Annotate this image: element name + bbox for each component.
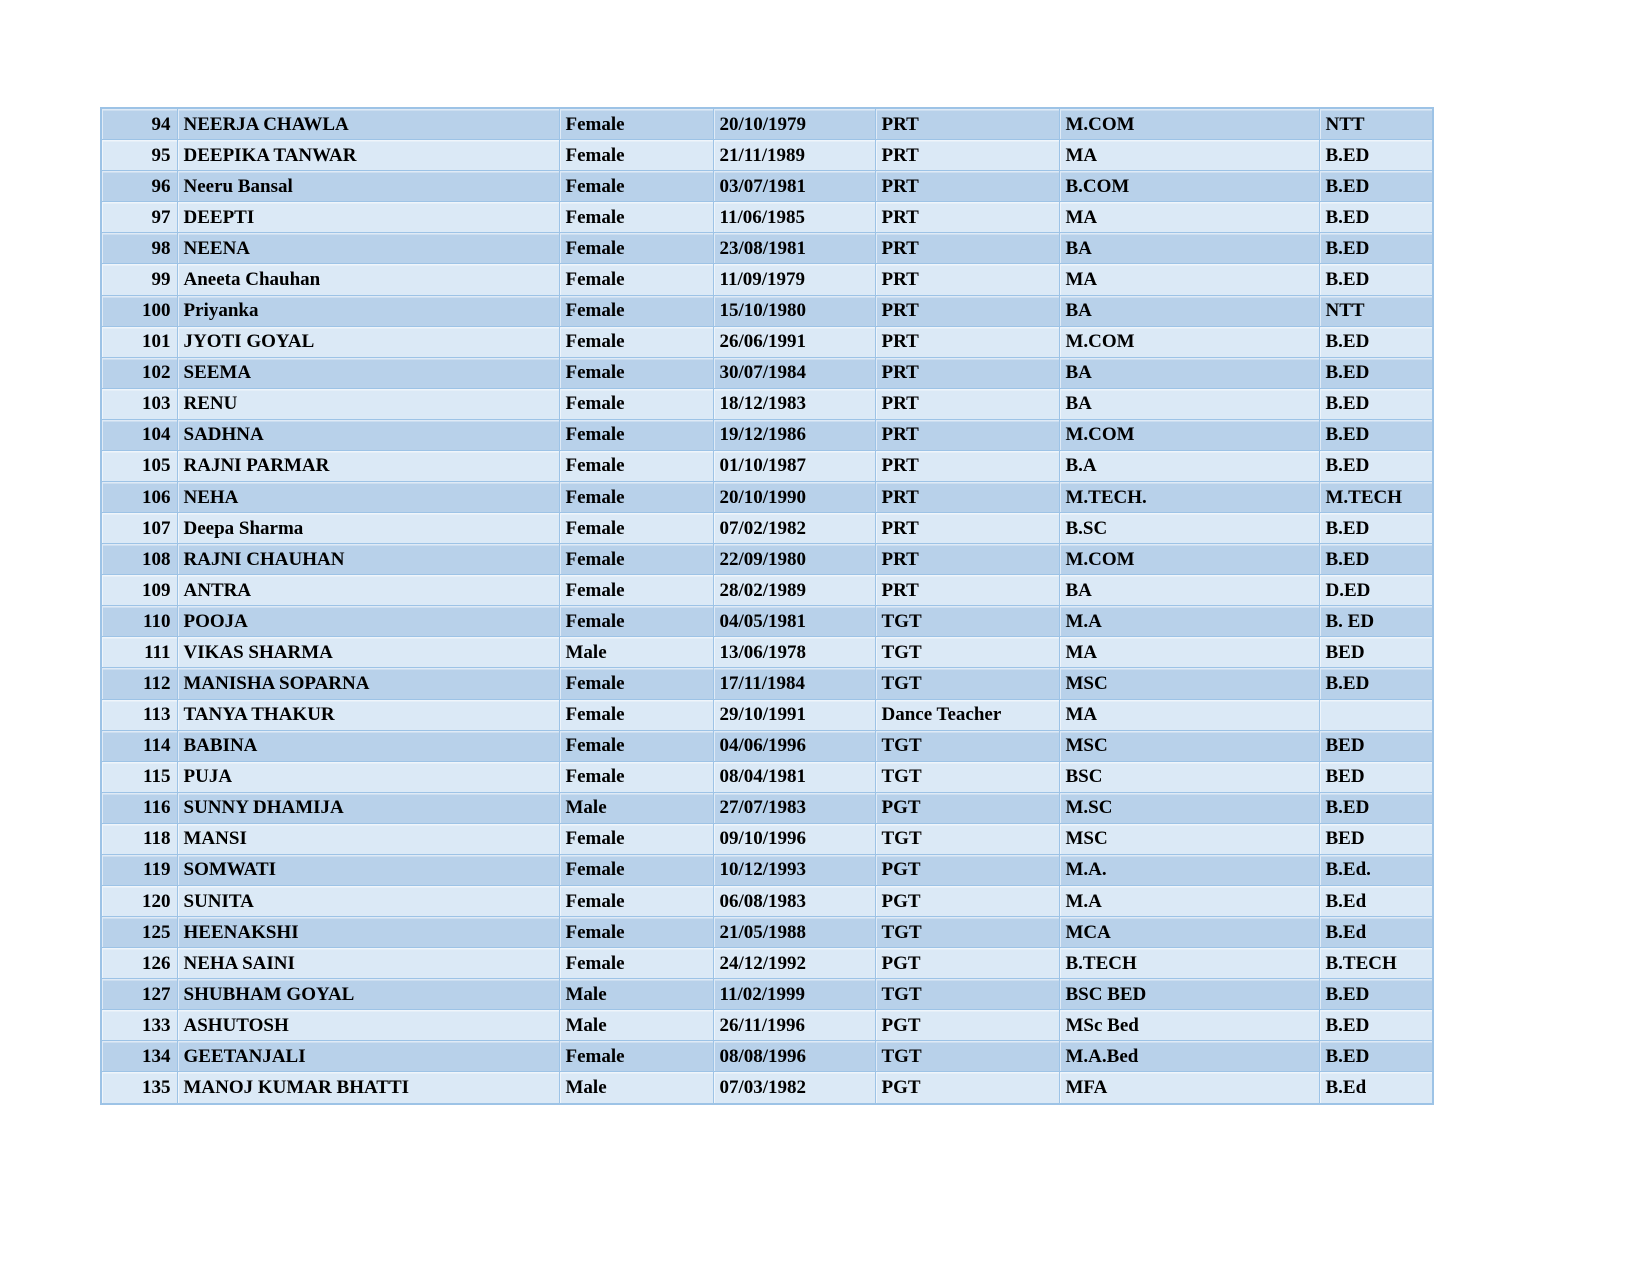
gender-cell: Female — [559, 450, 713, 481]
row-number-cell: 134 — [101, 1041, 177, 1072]
date-of-birth-cell: 20/10/1990 — [713, 481, 875, 512]
professional-qualification-cell: B.ED — [1319, 233, 1433, 264]
gender-cell: Male — [559, 637, 713, 668]
row-number-cell: 133 — [101, 1010, 177, 1041]
name-cell: RAJNI PARMAR — [177, 450, 559, 481]
name-cell: NEHA — [177, 481, 559, 512]
date-of-birth-cell: 15/10/1980 — [713, 295, 875, 326]
professional-qualification-cell: B.ED — [1319, 979, 1433, 1010]
date-of-birth-cell: 26/11/1996 — [713, 1010, 875, 1041]
name-cell: SUNITA — [177, 885, 559, 916]
name-cell: Deepa Sharma — [177, 513, 559, 544]
gender-cell: Female — [559, 233, 713, 264]
professional-qualification-cell: B.ED — [1319, 357, 1433, 388]
table-row — [101, 295, 1433, 326]
qualification-cell: MSc Bed — [1059, 1010, 1319, 1041]
table-row — [101, 450, 1433, 481]
gender-cell: Female — [559, 1041, 713, 1072]
designation-cell: PRT — [875, 171, 1059, 202]
gender-cell: Male — [559, 979, 713, 1010]
qualification-cell: MA — [1059, 264, 1319, 295]
designation-cell: PRT — [875, 388, 1059, 419]
qualification-cell: B.A — [1059, 450, 1319, 481]
date-of-birth-cell: 17/11/1984 — [713, 668, 875, 699]
row-number-cell: 100 — [101, 295, 177, 326]
gender-cell: Female — [559, 108, 713, 140]
name-cell: ANTRA — [177, 575, 559, 606]
designation-cell: PGT — [875, 1072, 1059, 1104]
gender-cell: Female — [559, 823, 713, 854]
table-row — [101, 481, 1433, 512]
name-cell: DEEPIKA TANWAR — [177, 140, 559, 171]
qualification-cell: BSC — [1059, 761, 1319, 792]
date-of-birth-cell: 19/12/1986 — [713, 419, 875, 450]
table-row — [101, 140, 1433, 171]
qualification-cell: MSC — [1059, 823, 1319, 854]
gender-cell: Female — [559, 885, 713, 916]
name-cell: MANOJ KUMAR BHATTI — [177, 1072, 559, 1104]
professional-qualification-cell: B.ED — [1319, 544, 1433, 575]
row-number-cell: 104 — [101, 419, 177, 450]
name-cell: GEETANJALI — [177, 1041, 559, 1072]
row-number-cell: 126 — [101, 948, 177, 979]
gender-cell: Female — [559, 513, 713, 544]
designation-cell: TGT — [875, 637, 1059, 668]
gender-cell: Female — [559, 264, 713, 295]
professional-qualification-cell: B.ED — [1319, 140, 1433, 171]
row-number-cell: 107 — [101, 513, 177, 544]
date-of-birth-cell: 09/10/1996 — [713, 823, 875, 854]
professional-qualification-cell: NTT — [1319, 108, 1433, 140]
gender-cell: Female — [559, 140, 713, 171]
row-number-cell: 118 — [101, 823, 177, 854]
table-row — [101, 326, 1433, 357]
table-row — [101, 202, 1433, 233]
date-of-birth-cell: 29/10/1991 — [713, 699, 875, 730]
row-number-cell: 96 — [101, 171, 177, 202]
qualification-cell: BA — [1059, 388, 1319, 419]
gender-cell: Female — [559, 171, 713, 202]
date-of-birth-cell: 23/08/1981 — [713, 233, 875, 264]
gender-cell: Female — [559, 481, 713, 512]
designation-cell: PRT — [875, 357, 1059, 388]
professional-qualification-cell: D.ED — [1319, 575, 1433, 606]
row-number-cell: 114 — [101, 730, 177, 761]
qualification-cell: MFA — [1059, 1072, 1319, 1104]
date-of-birth-cell: 22/09/1980 — [713, 544, 875, 575]
date-of-birth-cell: 04/05/1981 — [713, 606, 875, 637]
table-row — [101, 1041, 1433, 1072]
table-row — [101, 513, 1433, 544]
row-number-cell: 102 — [101, 357, 177, 388]
row-number-cell: 108 — [101, 544, 177, 575]
designation-cell: TGT — [875, 606, 1059, 637]
row-number-cell: 135 — [101, 1072, 177, 1104]
table-body — [101, 108, 1433, 1104]
professional-qualification-cell: BED — [1319, 637, 1433, 668]
designation-cell: TGT — [875, 730, 1059, 761]
professional-qualification-cell: NTT — [1319, 295, 1433, 326]
gender-cell: Female — [559, 544, 713, 575]
qualification-cell: M.A.Bed — [1059, 1041, 1319, 1072]
name-cell: NEERJA CHAWLA — [177, 108, 559, 140]
designation-cell: PRT — [875, 233, 1059, 264]
row-number-cell: 101 — [101, 326, 177, 357]
table-row — [101, 419, 1433, 450]
name-cell: RAJNI CHAUHAN — [177, 544, 559, 575]
row-number-cell: 99 — [101, 264, 177, 295]
name-cell: HEENAKSHI — [177, 917, 559, 948]
gender-cell: Female — [559, 668, 713, 699]
table-row — [101, 668, 1433, 699]
professional-qualification-cell: B.ED — [1319, 202, 1433, 233]
name-cell: SUNNY DHAMIJA — [177, 792, 559, 823]
qualification-cell: M.A — [1059, 606, 1319, 637]
date-of-birth-cell: 11/06/1985 — [713, 202, 875, 233]
qualification-cell: MA — [1059, 140, 1319, 171]
name-cell: Aneeta Chauhan — [177, 264, 559, 295]
designation-cell: PRT — [875, 326, 1059, 357]
professional-qualification-cell: B.ED — [1319, 326, 1433, 357]
designation-cell: PRT — [875, 202, 1059, 233]
qualification-cell: BA — [1059, 575, 1319, 606]
professional-qualification-cell: B.ED — [1319, 792, 1433, 823]
gender-cell: Female — [559, 388, 713, 419]
date-of-birth-cell: 26/06/1991 — [713, 326, 875, 357]
qualification-cell: M.COM — [1059, 419, 1319, 450]
table-row — [101, 357, 1433, 388]
designation-cell: TGT — [875, 979, 1059, 1010]
name-cell: VIKAS SHARMA — [177, 637, 559, 668]
gender-cell: Female — [559, 326, 713, 357]
date-of-birth-cell: 08/04/1981 — [713, 761, 875, 792]
qualification-cell: MCA — [1059, 917, 1319, 948]
date-of-birth-cell: 27/07/1983 — [713, 792, 875, 823]
qualification-cell: MSC — [1059, 730, 1319, 761]
qualification-cell: M.SC — [1059, 792, 1319, 823]
name-cell: SOMWATI — [177, 854, 559, 885]
date-of-birth-cell: 24/12/1992 — [713, 948, 875, 979]
date-of-birth-cell: 08/08/1996 — [713, 1041, 875, 1072]
professional-qualification-cell: B.Ed — [1319, 917, 1433, 948]
date-of-birth-cell: 21/11/1989 — [713, 140, 875, 171]
row-number-cell: 125 — [101, 917, 177, 948]
row-number-cell: 95 — [101, 140, 177, 171]
date-of-birth-cell: 11/09/1979 — [713, 264, 875, 295]
row-number-cell: 116 — [101, 792, 177, 823]
gender-cell: Female — [559, 917, 713, 948]
name-cell: MANISHA SOPARNA — [177, 668, 559, 699]
date-of-birth-cell: 20/10/1979 — [713, 108, 875, 140]
row-number-cell: 98 — [101, 233, 177, 264]
professional-qualification-cell: BED — [1319, 761, 1433, 792]
designation-cell: PRT — [875, 575, 1059, 606]
date-of-birth-cell: 06/08/1983 — [713, 885, 875, 916]
name-cell: MANSI — [177, 823, 559, 854]
designation-cell: PRT — [875, 108, 1059, 140]
gender-cell: Male — [559, 1010, 713, 1041]
row-number-cell: 115 — [101, 761, 177, 792]
name-cell: POOJA — [177, 606, 559, 637]
date-of-birth-cell: 21/05/1988 — [713, 917, 875, 948]
qualification-cell: M.A. — [1059, 854, 1319, 885]
row-number-cell: 110 — [101, 606, 177, 637]
designation-cell: PRT — [875, 264, 1059, 295]
table-row — [101, 885, 1433, 916]
gender-cell: Female — [559, 699, 713, 730]
designation-cell: Dance Teacher — [875, 699, 1059, 730]
qualification-cell: MSC — [1059, 668, 1319, 699]
row-number-cell: 111 — [101, 637, 177, 668]
table-row — [101, 730, 1433, 761]
date-of-birth-cell: 11/02/1999 — [713, 979, 875, 1010]
professional-qualification-cell: BED — [1319, 730, 1433, 761]
table-row — [101, 761, 1433, 792]
name-cell: TANYA THAKUR — [177, 699, 559, 730]
gender-cell: Male — [559, 792, 713, 823]
professional-qualification-cell: M.TECH — [1319, 481, 1433, 512]
designation-cell: PRT — [875, 450, 1059, 481]
professional-qualification-cell: B.ED — [1319, 388, 1433, 419]
qualification-cell: M.COM — [1059, 544, 1319, 575]
row-number-cell: 105 — [101, 450, 177, 481]
qualification-cell: MA — [1059, 202, 1319, 233]
designation-cell: PRT — [875, 544, 1059, 575]
table-row — [101, 699, 1433, 730]
gender-cell: Female — [559, 854, 713, 885]
professional-qualification-cell: B.ED — [1319, 171, 1433, 202]
row-number-cell: 106 — [101, 481, 177, 512]
designation-cell: PGT — [875, 1010, 1059, 1041]
gender-cell: Female — [559, 202, 713, 233]
gender-cell: Female — [559, 730, 713, 761]
qualification-cell: BA — [1059, 357, 1319, 388]
table-row — [101, 171, 1433, 202]
row-number-cell: 120 — [101, 885, 177, 916]
date-of-birth-cell: 03/07/1981 — [713, 171, 875, 202]
professional-qualification-cell: B.ED — [1319, 1041, 1433, 1072]
designation-cell: PRT — [875, 140, 1059, 171]
designation-cell: PRT — [875, 513, 1059, 544]
teacher-table — [100, 107, 1434, 1105]
row-number-cell: 113 — [101, 699, 177, 730]
designation-cell: PRT — [875, 295, 1059, 326]
row-number-cell: 103 — [101, 388, 177, 419]
date-of-birth-cell: 07/03/1982 — [713, 1072, 875, 1104]
qualification-cell: B.TECH — [1059, 948, 1319, 979]
qualification-cell: M.COM — [1059, 108, 1319, 140]
name-cell: NEENA — [177, 233, 559, 264]
qualification-cell: BA — [1059, 233, 1319, 264]
table-row — [101, 544, 1433, 575]
name-cell: NEHA SAINI — [177, 948, 559, 979]
gender-cell: Female — [559, 419, 713, 450]
professional-qualification-cell: B.ED — [1319, 450, 1433, 481]
gender-cell: Female — [559, 761, 713, 792]
qualification-cell: MA — [1059, 699, 1319, 730]
professional-qualification-cell: B.TECH — [1319, 948, 1433, 979]
gender-cell: Female — [559, 357, 713, 388]
date-of-birth-cell: 18/12/1983 — [713, 388, 875, 419]
designation-cell: PGT — [875, 854, 1059, 885]
name-cell: JYOTI GOYAL — [177, 326, 559, 357]
name-cell: RENU — [177, 388, 559, 419]
date-of-birth-cell: 10/12/1993 — [713, 854, 875, 885]
professional-qualification-cell: B.ED — [1319, 668, 1433, 699]
table-row — [101, 637, 1433, 668]
name-cell: SADHNA — [177, 419, 559, 450]
professional-qualification-cell: B.ED — [1319, 419, 1433, 450]
gender-cell: Female — [559, 575, 713, 606]
qualification-cell: B.COM — [1059, 171, 1319, 202]
name-cell: DEEPTI — [177, 202, 559, 233]
qualification-cell: M.TECH. — [1059, 481, 1319, 512]
row-number-cell: 109 — [101, 575, 177, 606]
qualification-cell: M.A — [1059, 885, 1319, 916]
designation-cell: TGT — [875, 823, 1059, 854]
date-of-birth-cell: 13/06/1978 — [713, 637, 875, 668]
table-row — [101, 233, 1433, 264]
date-of-birth-cell: 28/02/1989 — [713, 575, 875, 606]
name-cell: Priyanka — [177, 295, 559, 326]
row-number-cell: 94 — [101, 108, 177, 140]
table-row — [101, 1010, 1433, 1041]
table-row — [101, 264, 1433, 295]
qualification-cell: BSC BED — [1059, 979, 1319, 1010]
gender-cell: Male — [559, 1072, 713, 1104]
qualification-cell: B.SC — [1059, 513, 1319, 544]
qualification-cell: M.COM — [1059, 326, 1319, 357]
table-row — [101, 823, 1433, 854]
row-number-cell: 127 — [101, 979, 177, 1010]
qualification-cell: BA — [1059, 295, 1319, 326]
professional-qualification-cell: BED — [1319, 823, 1433, 854]
table-row — [101, 388, 1433, 419]
row-number-cell: 119 — [101, 854, 177, 885]
table-row — [101, 792, 1433, 823]
designation-cell: TGT — [875, 1041, 1059, 1072]
name-cell: SHUBHAM GOYAL — [177, 979, 559, 1010]
date-of-birth-cell: 30/07/1984 — [713, 357, 875, 388]
designation-cell: TGT — [875, 917, 1059, 948]
designation-cell: PGT — [875, 885, 1059, 916]
designation-cell: TGT — [875, 668, 1059, 699]
table-row — [101, 108, 1433, 140]
date-of-birth-cell: 04/06/1996 — [713, 730, 875, 761]
table-row — [101, 854, 1433, 885]
name-cell: PUJA — [177, 761, 559, 792]
name-cell: BABINA — [177, 730, 559, 761]
date-of-birth-cell: 07/02/1982 — [713, 513, 875, 544]
designation-cell: PGT — [875, 948, 1059, 979]
gender-cell: Female — [559, 295, 713, 326]
designation-cell: PGT — [875, 792, 1059, 823]
table-row — [101, 979, 1433, 1010]
table-row — [101, 1072, 1433, 1104]
name-cell: SEEMA — [177, 357, 559, 388]
professional-qualification-cell: B.Ed. — [1319, 854, 1433, 885]
professional-qualification-cell: B. ED — [1319, 606, 1433, 637]
row-number-cell: 97 — [101, 202, 177, 233]
date-of-birth-cell: 01/10/1987 — [713, 450, 875, 481]
qualification-cell: MA — [1059, 637, 1319, 668]
professional-qualification-cell — [1319, 699, 1433, 730]
table-row — [101, 606, 1433, 637]
row-number-cell: 112 — [101, 668, 177, 699]
table-row — [101, 575, 1433, 606]
gender-cell: Female — [559, 606, 713, 637]
table-row — [101, 917, 1433, 948]
professional-qualification-cell: B.ED — [1319, 264, 1433, 295]
gender-cell: Female — [559, 948, 713, 979]
professional-qualification-cell: B.Ed — [1319, 1072, 1433, 1104]
professional-qualification-cell: B.Ed — [1319, 885, 1433, 916]
name-cell: Neeru Bansal — [177, 171, 559, 202]
designation-cell: PRT — [875, 419, 1059, 450]
designation-cell: TGT — [875, 761, 1059, 792]
designation-cell: PRT — [875, 481, 1059, 512]
name-cell: ASHUTOSH — [177, 1010, 559, 1041]
professional-qualification-cell: B.ED — [1319, 1010, 1433, 1041]
table-row — [101, 948, 1433, 979]
professional-qualification-cell: B.ED — [1319, 513, 1433, 544]
